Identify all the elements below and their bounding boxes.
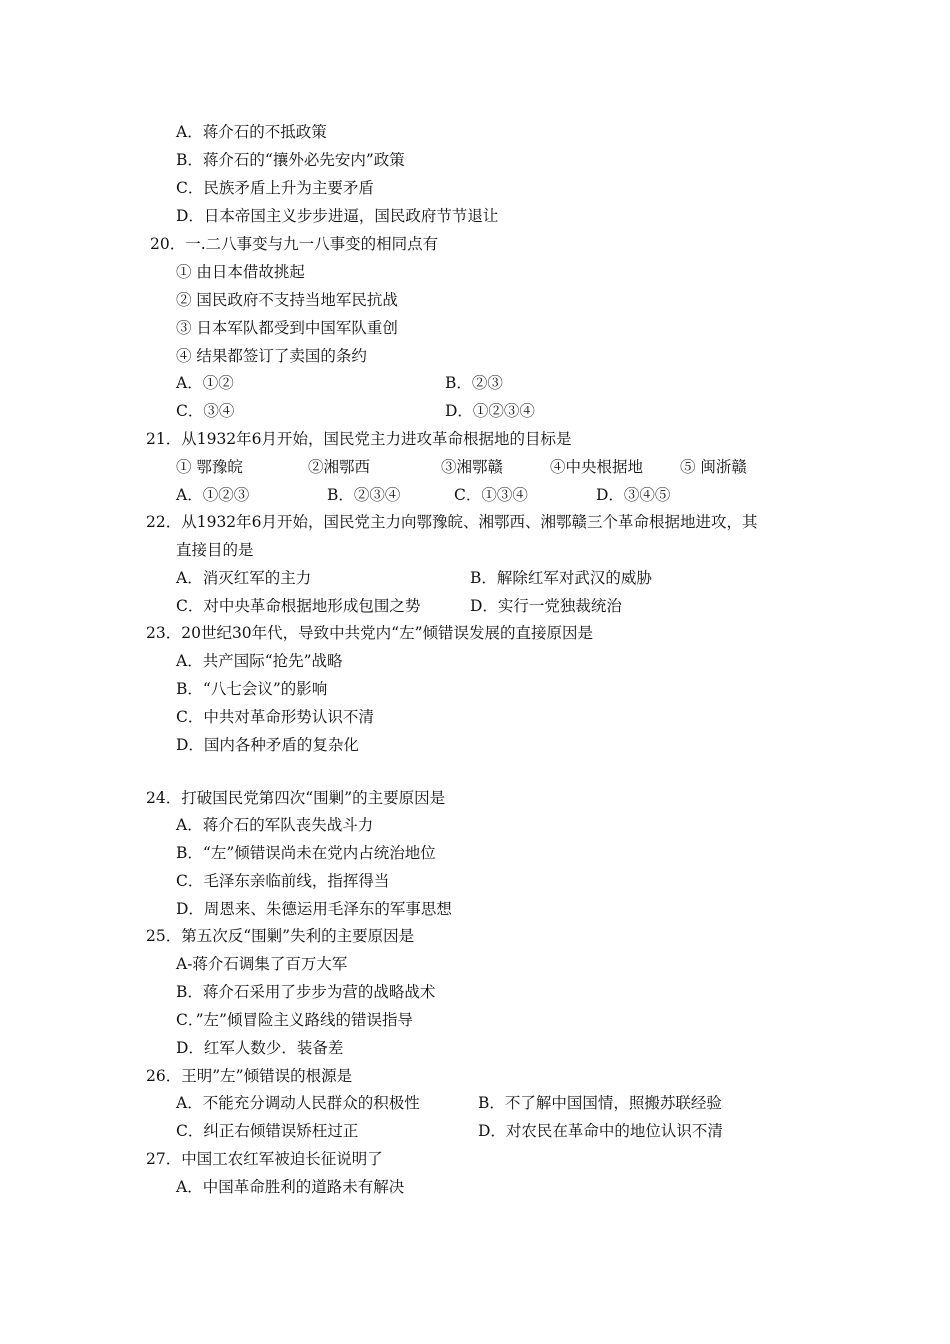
q26-option-c: C．纠正右倾错误矫枉过正 [176, 1122, 359, 1140]
q21-option-c: C．①③④ [454, 486, 528, 504]
q22-option-d: D．实行一党独裁统治 [470, 597, 622, 615]
q25-option-d: D．红军人数少．装备差 [176, 1039, 344, 1057]
q23-option-b: B．“八七会议”的影响 [176, 680, 328, 698]
q21-item-5: ⑤ 闽浙赣 [680, 458, 747, 476]
q21-item-1: ① 鄂豫皖 [176, 458, 243, 476]
q27-option-a: A．中国革命胜利的道路未有解决 [176, 1178, 405, 1196]
q20-item-1: ① 由日本借故挑起 [176, 263, 305, 281]
q20-item-4: ④ 结果都签订了卖国的条约 [176, 347, 367, 365]
q20-stem: 20．一.二八事变与九一八事变的相同点有 [150, 235, 439, 253]
q25-option-a: A-蒋介石调集了百万大军 [176, 955, 348, 973]
q26-option-a: A．不能充分调动人民群众的积极性 [176, 1094, 420, 1112]
q20-option-c: C．③④ [176, 402, 235, 420]
q24-option-a: A．蒋介石的军队丧失战斗力 [176, 816, 374, 834]
q21-option-a: A．①②③ [176, 486, 250, 504]
q22-stem: 22．从1932年6月开始，国民党主力向鄂豫皖、湘鄂西、湘鄂赣三个革命根据地进攻，其 [146, 513, 758, 531]
q20-item-2: ② 国民政府不支持当地军民抗战 [176, 291, 398, 309]
q22-stem-cont: 直接目的是 [176, 541, 254, 559]
q21-item-3: ③湘鄂赣 [441, 458, 504, 476]
q24-stem: 24．打破国民党第四次“围剿”的主要原因是 [146, 789, 446, 807]
q19-option-d: D．日本帝国主义步步进逼，国民政府节节退让 [176, 207, 499, 225]
q23-option-d: D．国内各种矛盾的复杂化 [176, 736, 359, 754]
q26-stem: 26．王明”左”倾错误的根源是 [146, 1067, 353, 1085]
q23-option-c: C．中共对革命形势认识不清 [176, 708, 374, 726]
q22-option-a: A．消灭红军的主力 [176, 569, 312, 587]
q19-option-a: A．蒋介石的不抵政策 [176, 123, 327, 141]
q19-option-c: C．民族矛盾上升为主要矛盾 [176, 179, 374, 197]
q20-option-d: D．①②③④ [445, 402, 535, 420]
q19-option-b: B．蒋介石的“攘外必先安内”政策 [176, 151, 405, 169]
q25-stem: 25．第五次反“围剿”失利的主要原因是 [146, 927, 415, 945]
q25-option-c: C．”左”倾冒险主义路线的错误指导 [176, 1011, 413, 1029]
q21-stem: 21．从1932年6月开始，国民党主力进攻革命根据地的目标是 [146, 430, 572, 448]
q24-option-d: D．周恩来、朱德运用毛泽东的军事思想 [176, 900, 452, 918]
q23-option-a: A．共产国际“抢先”战略 [176, 652, 343, 670]
q21-option-b: B．②③④ [327, 486, 401, 504]
q21-option-d: D．③④⑤ [596, 486, 671, 504]
q25-option-b: B．蒋介石采用了步步为营的战略战术 [176, 983, 436, 1001]
q24-option-b: B．“左”倾错误尚未在党内占统治地位 [176, 844, 436, 862]
q21-item-4: ④中央根据地 [550, 458, 644, 476]
q24-option-c: C．毛泽东亲临前线，指挥得当 [176, 872, 390, 890]
q22-option-c: C．对中央革命根据地形成包围之势 [176, 597, 421, 615]
q22-option-b: B．解除红军对武汉的威胁 [470, 569, 652, 587]
q20-item-3: ③ 日本军队都受到中国军队重创 [176, 319, 398, 337]
q21-item-2: ②湘鄂西 [308, 458, 371, 476]
q20-option-a: A．①② [176, 374, 234, 392]
q27-stem: 27．中国工农红军被迫长征说明了 [146, 1150, 383, 1168]
q23-stem: 23．20世纪30年代，导致中共党内“左”倾错误发展的直接原因是 [146, 624, 594, 642]
q26-option-d: D．对农民在革命中的地位认识不清 [478, 1122, 723, 1140]
q26-option-b: B．不了解中国国情，照搬苏联经验 [478, 1094, 722, 1112]
q20-option-b: B．②③ [445, 374, 503, 392]
